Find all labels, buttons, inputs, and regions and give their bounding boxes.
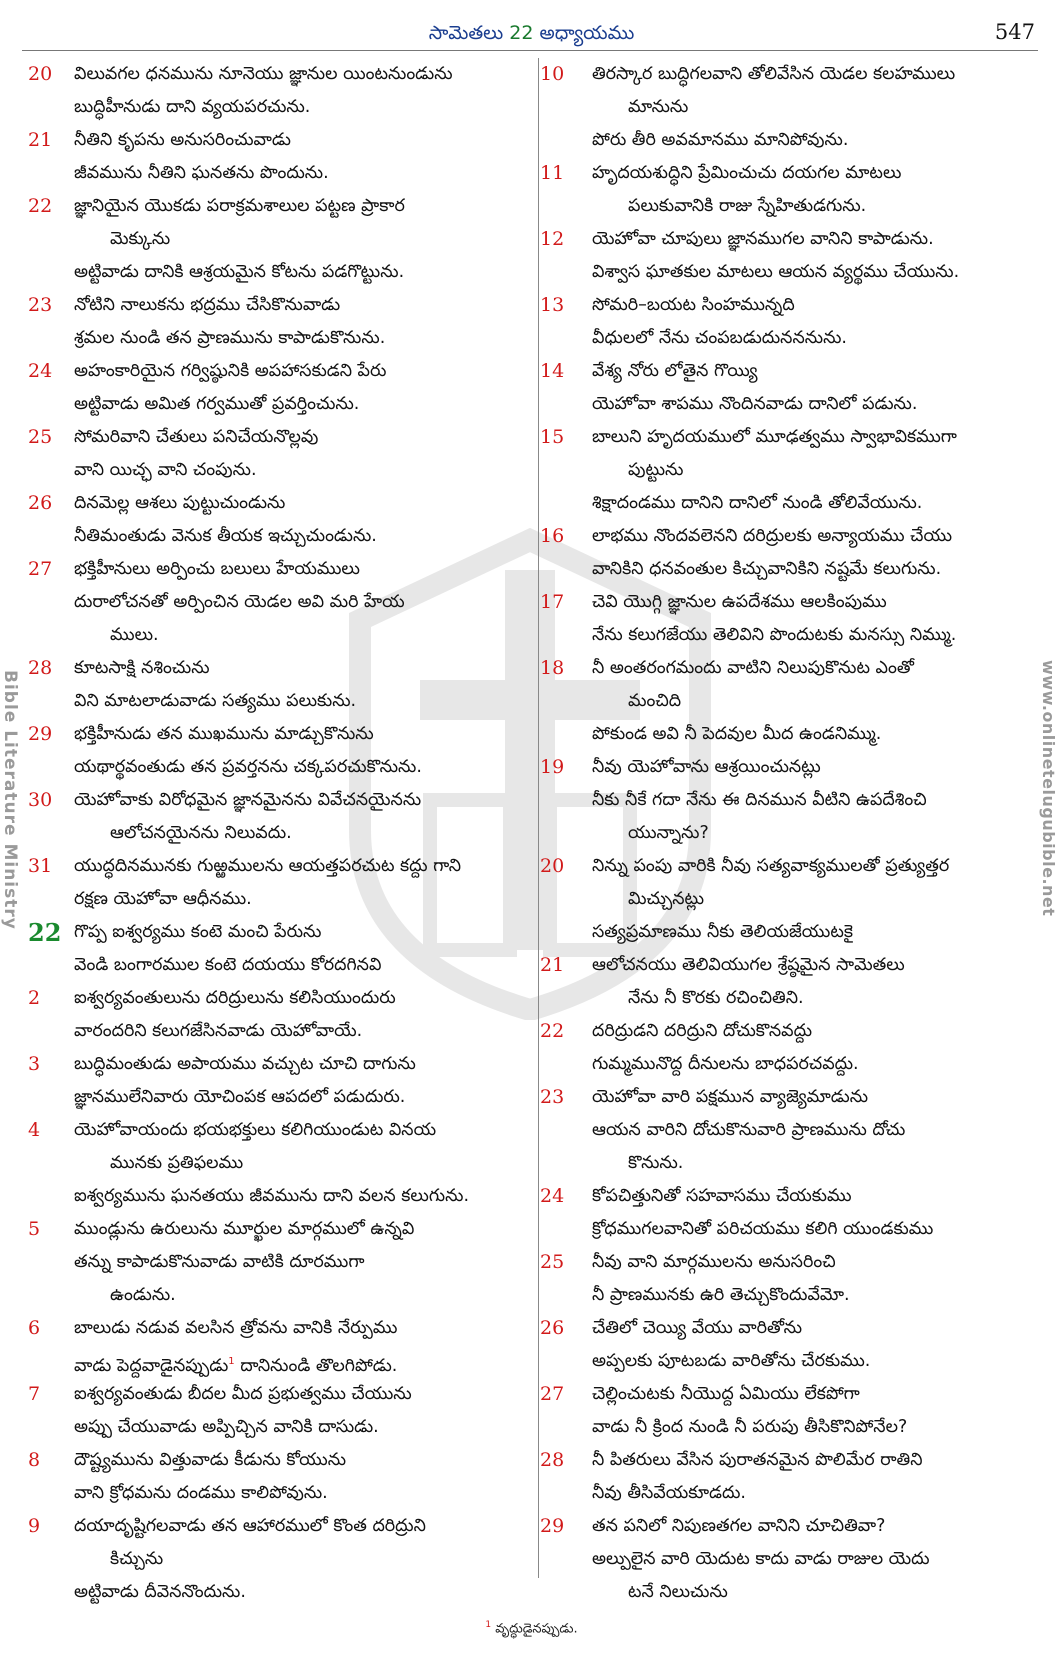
verse-text: యథార్థవంతుడు తన ప్రవర్తనను చక్కపరచుకొనును. bbox=[74, 757, 422, 777]
verse-text: నీతిని కృపను అనుసరించువాడు bbox=[74, 130, 291, 150]
verse-number: 26 bbox=[540, 1317, 565, 1339]
verse-number: 25 bbox=[540, 1251, 565, 1273]
verse-continuation-line bbox=[22, 1180, 528, 1213]
verse-line bbox=[540, 1081, 1050, 1114]
verse-line bbox=[22, 652, 528, 685]
verse-text: అట్టివాడు అమిత గర్వముతో ప్రవర్తించును. bbox=[74, 394, 360, 414]
verse-text: మునకు ప్రతిఫలము bbox=[110, 1153, 244, 1173]
verse-continuation-line bbox=[22, 619, 528, 652]
verse-text: బుద్ధిహీనుడు దాని వ్యయపరచును. bbox=[74, 97, 311, 117]
verse-text: నేను నీ కొరకు రచించితిని. bbox=[628, 988, 804, 1008]
verse-continuation-line bbox=[22, 1015, 528, 1048]
verse-line bbox=[22, 1312, 528, 1345]
side-ministry-text: Bible Literature Ministry bbox=[0, 670, 20, 930]
verse-line bbox=[540, 58, 1050, 91]
verse-continuation-line bbox=[22, 520, 528, 553]
verse-number: 28 bbox=[540, 1449, 565, 1471]
verse-line bbox=[540, 157, 1050, 190]
verse-continuation-line bbox=[22, 91, 528, 124]
verse-text: దౌష్ట్యమును విత్తువాడు కీడును కోయును bbox=[74, 1450, 347, 1470]
verse-continuation-line bbox=[22, 949, 528, 982]
verse-text: రక్షణ యెహోవా ఆధీనము. bbox=[74, 889, 252, 909]
verse-continuation-line bbox=[22, 454, 528, 487]
verse-continuation-line bbox=[540, 718, 1050, 751]
verse-text: బాలుడు నడువ వలసిన త్రోవను వానికి నేర్పుము bbox=[74, 1318, 398, 1338]
footnote bbox=[0, 1620, 1063, 1639]
verse-text: ఐశ్వర్యవంతుడు బీదల మీద ప్రభుత్వము చేయును bbox=[74, 1384, 412, 1404]
verse-text: యెహోవా చూపులు జ్ఞానముగల వానిని కాపాడును. bbox=[592, 229, 934, 249]
verse-number: 28 bbox=[28, 657, 53, 679]
verse-line bbox=[22, 124, 528, 157]
verse-text: వేశ్య నోరు లోతైన గొయ్యి bbox=[592, 361, 758, 381]
verse-continuation-line bbox=[22, 1279, 528, 1312]
verse-line bbox=[540, 1015, 1050, 1048]
verse-text: టనే నిలుచును bbox=[628, 1582, 728, 1602]
verse-continuation-line bbox=[22, 223, 528, 256]
verse-text: అప్పలకు పూటబడు వారితోను చేరకుము. bbox=[592, 1351, 871, 1371]
verse-number: 25 bbox=[28, 426, 53, 448]
verse-continuation-line bbox=[22, 685, 528, 718]
verse-line bbox=[540, 1312, 1050, 1345]
verse-text: చేతిలో చెయ్యి వేయు వారితోను bbox=[592, 1318, 803, 1338]
verse-continuation-line bbox=[22, 157, 528, 190]
verse-continuation-line bbox=[540, 553, 1050, 586]
verse-text: పలుకువానికి రాజు స్నేహితుడగును. bbox=[628, 196, 867, 216]
verse-number: 2 bbox=[28, 987, 41, 1009]
verse-number: 29 bbox=[28, 723, 53, 745]
verse-text: జ్ఞానములేనివారు యోచింపక ఆపదలో పడుదురు. bbox=[74, 1087, 406, 1107]
verse-text: దురాలోచనతో అర్పించిన యెడల అవి మరి హేయ bbox=[74, 592, 405, 612]
verse-number: 7 bbox=[28, 1383, 41, 1405]
header-chapter-word: అధ్యాయము bbox=[539, 22, 635, 44]
verse-continuation-line bbox=[22, 817, 528, 850]
verse-line bbox=[540, 850, 1050, 883]
verse-text: అప్పు చేయువాడు అప్పిచ్చిన వానికి దాసుడు. bbox=[74, 1417, 379, 1437]
verse-number: 19 bbox=[540, 756, 565, 778]
verse-text: భక్తిహీనుడు తన ముఖమును మాడ్చుకొనును bbox=[74, 724, 374, 744]
verse-line bbox=[22, 982, 528, 1015]
verse-line bbox=[540, 1444, 1050, 1477]
verse-text: వీధులలో నేను చంపబడుదునననును. bbox=[592, 328, 847, 348]
verse-text: నిన్ను పంపు వారికి నీవు సత్యవాక్యములతో ప్రత్యుత్తర bbox=[592, 856, 950, 876]
verse-text: సోమరి–బయట సింహమున్నది bbox=[592, 295, 795, 315]
verse-line bbox=[22, 58, 528, 91]
right-column bbox=[540, 58, 1050, 1609]
verse-text: అహంకారియైన గర్విష్ఠునికి అపహాసకుడని పేరు bbox=[74, 361, 387, 381]
verse-text: నీవు వాని మార్గములను అనుసరించి bbox=[592, 1252, 836, 1272]
header-divider bbox=[22, 50, 1038, 51]
verse-line bbox=[22, 289, 528, 322]
verse-continuation-line bbox=[22, 1345, 528, 1378]
verse-line bbox=[22, 1444, 528, 1477]
verse-line bbox=[22, 1378, 528, 1411]
verse-text: ములు. bbox=[110, 625, 159, 645]
verse-text: దరిద్రుడని దరిద్రుని దోచుకొనవద్దు bbox=[592, 1021, 813, 1041]
verse-line bbox=[540, 223, 1050, 256]
verse-number: 24 bbox=[540, 1185, 565, 1207]
verse-number: 9 bbox=[28, 1515, 41, 1537]
verse-text: ఉండును. bbox=[110, 1285, 176, 1305]
verse-continuation-line bbox=[540, 1114, 1050, 1147]
left-column bbox=[22, 58, 528, 1609]
verse-number: 13 bbox=[540, 294, 565, 316]
verse-continuation-line bbox=[22, 1081, 528, 1114]
verse-text: నీకు నీకే గదా నేను ఈ దినమున వీటిని ఉపదేశించి bbox=[592, 790, 927, 810]
verse-number: 12 bbox=[540, 228, 565, 250]
verse-number: 26 bbox=[28, 492, 53, 514]
verse-continuation-line bbox=[22, 586, 528, 619]
verse-text: తన్ను కాపాడుకొనువాడు వాటికి దూరముగా bbox=[74, 1252, 365, 1272]
verse-text: యెహోవాకు విరోధమైన జ్ఞానమైనను వివేచనయైనను bbox=[74, 790, 422, 810]
verse-text: జీవమును నీతిని ఘనతను పొందును. bbox=[74, 163, 329, 183]
verse-text: వానికిని ధనవంతుల కిచ్చువానికిని నష్టమే కలుగును. bbox=[592, 559, 942, 579]
verse-continuation-line bbox=[540, 256, 1050, 289]
verse-line bbox=[22, 784, 528, 817]
side-website-text: www.onlinetelugubible.net bbox=[1039, 660, 1058, 917]
verse-continuation-line bbox=[22, 1543, 528, 1576]
verse-text: హృదయశుద్ధిని ప్రేమించుచు దయగల మాటలు bbox=[592, 163, 902, 183]
verse-continuation-line bbox=[540, 1576, 1050, 1609]
verse-line bbox=[540, 421, 1050, 454]
verse-number: 23 bbox=[28, 294, 53, 316]
verse-continuation-line bbox=[22, 1411, 528, 1444]
verse-text: కోపచిత్తునితో సహవాసము చేయకుము bbox=[592, 1186, 852, 1206]
verse-continuation-line bbox=[540, 1477, 1050, 1510]
verse-text: పోకుండ అవి నీ పెదవుల మీద ఉండనిమ్ము. bbox=[592, 724, 882, 744]
verse-text: చెల్లించుటకు నీయొద్ద ఏమియు లేకపోగా bbox=[592, 1384, 860, 1404]
verse-text: వాని యిచ్ఛ వాని చంపును. bbox=[74, 460, 257, 480]
verse-text: విలువగల ధనమును నూనెయు జ్ఞానుల యింటనుండును bbox=[74, 64, 453, 84]
verse-line bbox=[540, 652, 1050, 685]
verse-continuation-line bbox=[540, 1279, 1050, 1312]
verse-continuation-line bbox=[540, 91, 1050, 124]
verse-continuation-line bbox=[540, 190, 1050, 223]
verse-text: నేను కలుగజేయు తెలివిని పొందుటకు మనస్సు నిమ్ము. bbox=[592, 625, 957, 645]
verse-number: 17 bbox=[540, 591, 565, 613]
verse-text: నీ అంతరంగమందు వాటిని నిలుపుకొనుట ఎంతో bbox=[592, 658, 914, 678]
page-number: 547 bbox=[994, 20, 1035, 44]
verse-number: 3 bbox=[28, 1053, 41, 1075]
verse-number: 22 bbox=[540, 1020, 565, 1042]
chapter-start-line bbox=[22, 916, 528, 949]
verse-number: 31 bbox=[28, 855, 53, 877]
verse-text: జ్ఞానియైన యొకడు పరాక్రమశాలుల పట్టణ ప్రాకార bbox=[74, 196, 405, 216]
verse-line bbox=[540, 355, 1050, 388]
verse-continuation-line bbox=[22, 1477, 528, 1510]
verse-number: 18 bbox=[540, 657, 565, 679]
verse-text: వారందరిని కలుగజేసినవాడు యెహోవాయే. bbox=[74, 1021, 363, 1041]
verse-continuation-line bbox=[540, 124, 1050, 157]
verse-text: క్రోధముగలవానితో పరిచయము కలిగి యుండకుము bbox=[592, 1219, 934, 1239]
verse-line bbox=[22, 1114, 528, 1147]
verse-line bbox=[22, 718, 528, 751]
verse-text: అట్టివాడు దానికి ఆశ్రయమైన కోటను పడగొట్టును. bbox=[74, 262, 405, 282]
verse-continuation-line bbox=[540, 916, 1050, 949]
verse-continuation-line bbox=[22, 388, 528, 421]
chapter-number: 22 bbox=[28, 918, 62, 947]
verse-continuation-line bbox=[22, 883, 528, 916]
verse-line bbox=[22, 1048, 528, 1081]
verse-number: 4 bbox=[28, 1119, 41, 1141]
verse-number: 14 bbox=[540, 360, 565, 382]
verse-text: కూటసాక్షి నశించును bbox=[74, 658, 210, 678]
verse-continuation-line bbox=[22, 322, 528, 355]
verse-text: శ్రమల నుండి తన ప్రాణమును కాపాడుకొనును. bbox=[74, 328, 386, 348]
verse-line bbox=[22, 553, 528, 586]
verse-line bbox=[540, 751, 1050, 784]
verse-number: 23 bbox=[540, 1086, 565, 1108]
verse-text: బాలుని హృదయములో మూఢత్వము స్వాభావికముగా bbox=[592, 427, 957, 447]
verse-number: 20 bbox=[540, 855, 565, 877]
verse-number: 10 bbox=[540, 63, 565, 85]
verse-text: భక్తిహీనులు అర్పించు బలులు హేయములు bbox=[74, 559, 360, 579]
verse-line bbox=[22, 487, 528, 520]
verse-number: 24 bbox=[28, 360, 53, 382]
verse-continuation-line bbox=[540, 784, 1050, 817]
verse-text: ముండ్లును ఉరులును మూర్ఖుల మార్గములో ఉన్నవి bbox=[74, 1219, 415, 1239]
verse-continuation-line bbox=[22, 1576, 528, 1609]
verse-number: 22 bbox=[28, 195, 53, 217]
verse-text: నీ ప్రాణమునకు ఉరి తెచ్చుకొందువేమో. bbox=[592, 1285, 850, 1305]
verse-text: దయాదృష్టిగలవాడు తన ఆహారములో కొంత దరిద్రుని bbox=[74, 1516, 426, 1536]
verse-number: 30 bbox=[28, 789, 53, 811]
verse-continuation-line bbox=[540, 982, 1050, 1015]
verse-text: ఆలోచనయు తెలివియుగల శ్రేష్ఠమైన సామెతలు bbox=[592, 955, 905, 975]
verse-line bbox=[540, 1180, 1050, 1213]
verse-number: 20 bbox=[28, 63, 53, 85]
verse-text: పోరు తీరి అవమానము మానిపోవును. bbox=[592, 130, 849, 150]
verse-text: కిచ్చును bbox=[110, 1549, 164, 1569]
header-book-name: సామెతలు bbox=[428, 22, 504, 44]
verse-number: 15 bbox=[540, 426, 565, 448]
running-header bbox=[0, 22, 1063, 49]
verse-text: ఐశ్వర్యమును ఘనతయు జీవమును దాని వలన కలుగును. bbox=[74, 1186, 470, 1206]
verse-text: యెహోవా శాపము నొందినవాడు దానిలో పడును. bbox=[592, 394, 918, 414]
verse-text: మెక్కును bbox=[110, 229, 171, 249]
verse-text: కొనును. bbox=[628, 1153, 684, 1173]
verse-text: లాభము నొందవలెనని దరిద్రులకు అన్యాయము చేయు bbox=[592, 526, 953, 546]
verse-number: 27 bbox=[540, 1383, 565, 1405]
verse-continuation-line bbox=[540, 322, 1050, 355]
verse-text: నీతిమంతుడు వెనుక తీయక ఇచ్చుచుండును. bbox=[74, 526, 377, 546]
verse-text: సోమరివాని చేతులు పనిచేయనొల్లవు bbox=[74, 427, 319, 447]
verse-text: వాడు నీ క్రింద నుండి నీ పరుపు తీసికొనిపోనేల? bbox=[592, 1417, 908, 1437]
header-chapter-number: 22 bbox=[509, 22, 534, 44]
verse-text: నీ పితరులు వేసిన పురాతనమైన పొలిమేర రాతిని bbox=[592, 1450, 923, 1470]
verse-text: తిరస్కార బుద్ధిగలవాని తోలివేసిన యెడల కలహములు bbox=[592, 64, 956, 84]
verse-line bbox=[540, 1510, 1050, 1543]
footnote-mark: 1 bbox=[485, 1620, 492, 1630]
column-divider bbox=[538, 58, 539, 1578]
verse-text: వెండి బంగారముల కంటె దయయు కోరదగినవి bbox=[74, 955, 382, 975]
verse-continuation-line bbox=[540, 1543, 1050, 1576]
verse-text: నీవు యెహోవాను ఆశ్రయించునట్లు bbox=[592, 757, 821, 777]
verse-continuation-line bbox=[540, 817, 1050, 850]
verse-line bbox=[22, 421, 528, 454]
verse-continuation-line bbox=[540, 454, 1050, 487]
verse-line bbox=[540, 1378, 1050, 1411]
verse-continuation-line bbox=[540, 1411, 1050, 1444]
verse-text: శిక్షాదండము దానిని దానిలో నుండి తోలివేయును. bbox=[592, 493, 923, 513]
verse-text: యున్నాను? bbox=[628, 823, 709, 843]
verse-line bbox=[22, 850, 528, 883]
verse-continuation-line bbox=[540, 388, 1050, 421]
verse-text: ఐశ్వర్యవంతులును దరిద్రులును కలిసియుందురు bbox=[74, 988, 396, 1008]
verse-continuation-line bbox=[540, 883, 1050, 916]
verse-line bbox=[540, 289, 1050, 322]
verse-line bbox=[22, 1510, 528, 1543]
verse-continuation-line bbox=[22, 1246, 528, 1279]
verse-number: 5 bbox=[28, 1218, 41, 1240]
verse-text: నీవు తీసివేయకూడదు. bbox=[592, 1483, 746, 1503]
verse-text bbox=[74, 1345, 397, 1378]
verse-number: 21 bbox=[540, 954, 565, 976]
verse-text: తన పనిలో నిపుణతగల వానిని చూచితివా? bbox=[592, 1516, 886, 1536]
verse-continuation-line bbox=[540, 1048, 1050, 1081]
verse-number: 27 bbox=[28, 558, 53, 580]
verse-text: మిచ్చునట్లు bbox=[628, 889, 705, 909]
verse-text: గుమ్మమునొద్ద దీనులను బాధపరచవద్దు. bbox=[592, 1054, 859, 1074]
verse-number: 29 bbox=[540, 1515, 565, 1537]
verse-text: బుద్ధిమంతుడు అపాయము వచ్చుట చూచి దాగును bbox=[74, 1054, 416, 1074]
verse-text: దినమెల్ల ఆశలు పుట్టుచుండును bbox=[74, 493, 286, 513]
verse-text: సత్యప్రమాణము నీకు తెలియజేయుటకై bbox=[592, 922, 853, 942]
verse-continuation-line bbox=[540, 619, 1050, 652]
verse-continuation-line bbox=[22, 751, 528, 784]
verse-continuation-line bbox=[540, 487, 1050, 520]
verse-text: యెహోవాయందు భయభక్తులు కలిగియుండుట వినయ bbox=[74, 1120, 437, 1140]
verse-line bbox=[540, 586, 1050, 619]
verse-text: గొప్ప ఐశ్వర్యము కంటె మంచి పేరును bbox=[74, 922, 322, 942]
verse-text: పుట్టును bbox=[628, 460, 684, 480]
verse-line bbox=[540, 1246, 1050, 1279]
verse-number: 16 bbox=[540, 525, 565, 547]
verse-line bbox=[540, 949, 1050, 982]
verse-number: 8 bbox=[28, 1449, 41, 1471]
verse-text: యుద్ధదినమునకు గుఱ్ఱములను ఆయత్తపరచుట కద్దు గాని bbox=[74, 856, 461, 876]
verse-continuation-line bbox=[540, 1213, 1050, 1246]
verse-text: అట్టివాడు దీవెననొందును. bbox=[74, 1582, 246, 1602]
verse-text: మంచిది bbox=[628, 691, 682, 711]
verse-line bbox=[540, 520, 1050, 553]
verse-text-part: వాడు పెద్దవాడైనప్పుడు bbox=[74, 1355, 229, 1376]
verse-text-part: దానినుండి తొలగిపోడు. bbox=[234, 1355, 398, 1376]
footnote-reference: 1 bbox=[228, 1356, 235, 1367]
verse-text: విని మాటలాడువాడు సత్యము పలుకును. bbox=[74, 691, 357, 711]
verse-line bbox=[22, 190, 528, 223]
verse-text: ఆయన వారిని దోచుకొనువారి ప్రాణమును దోచు bbox=[592, 1120, 906, 1140]
verse-number: 6 bbox=[28, 1317, 41, 1339]
verse-text: వాని క్రోధమను దండము కాలిపోవును. bbox=[74, 1483, 328, 1503]
verse-text: నోటిని నాలుకను భద్రము చేసికొనువాడు bbox=[74, 295, 341, 315]
verse-number: 21 bbox=[28, 129, 53, 151]
verse-line bbox=[22, 1213, 528, 1246]
verse-text: విశ్వాస ఘాతకుల మాటలు ఆయన వ్యర్థము చేయును. bbox=[592, 262, 960, 282]
verse-continuation-line bbox=[540, 1147, 1050, 1180]
verse-text: ఆలోచనయైనను నిలువదు. bbox=[110, 823, 292, 843]
verse-continuation-line bbox=[540, 685, 1050, 718]
verse-text: యెహోవా వారి పక్షమున వ్యాజ్యెమాడును bbox=[592, 1087, 869, 1107]
verse-text: చెవి యొగ్గి జ్ఞానుల ఉపదేశము ఆలకింపుము bbox=[592, 592, 887, 612]
verse-continuation-line bbox=[540, 1345, 1050, 1378]
verse-line bbox=[22, 355, 528, 388]
verse-text: అల్పులైన వారి యెదుట కాదు వాడు రాజుల యెదు bbox=[592, 1549, 930, 1569]
verse-text: మానును bbox=[628, 97, 689, 117]
verse-continuation-line bbox=[22, 256, 528, 289]
footnote-text: వృద్ధుడైనప్పుడు. bbox=[495, 1621, 578, 1637]
verse-number: 11 bbox=[540, 162, 565, 184]
verse-continuation-line bbox=[22, 1147, 528, 1180]
